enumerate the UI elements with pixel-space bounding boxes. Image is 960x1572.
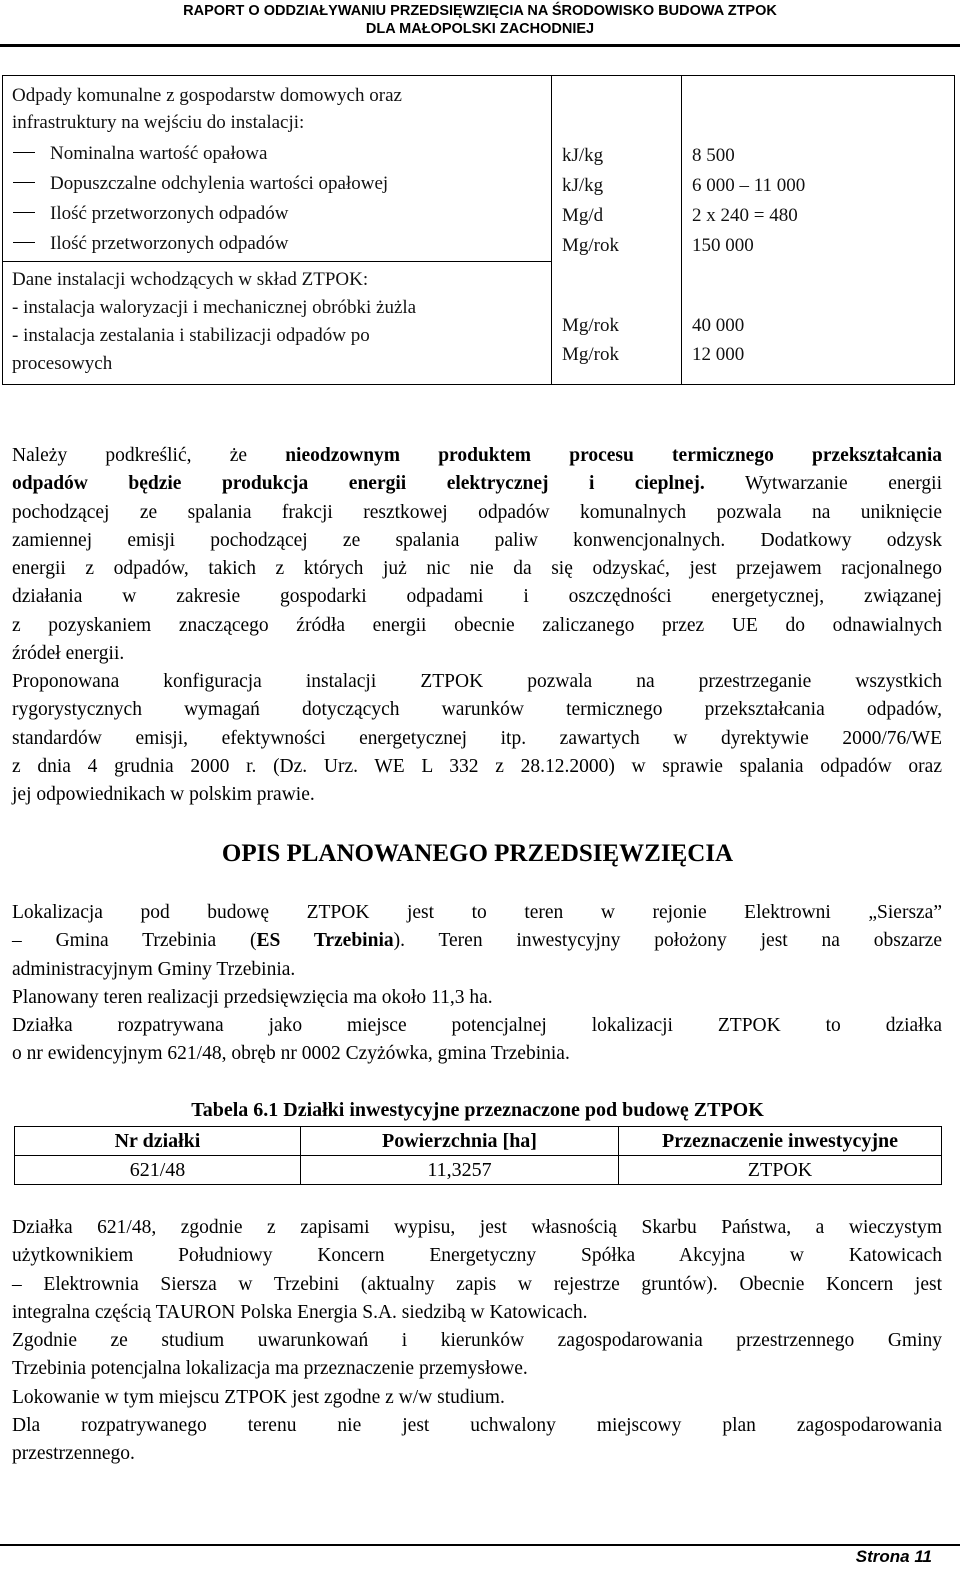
ownership-paragraph (12, 1214, 942, 1469)
header-rule (0, 44, 960, 47)
configuration-paragraph (12, 668, 942, 809)
text-line: Działka rozpatrywana jako miejsce potencjalnej lokalizacji ZTPOK to działka (12, 1015, 942, 1037)
text-span: – Gmina Trzebinia ( (12, 930, 257, 952)
text-line: Trzebinia potencjalna lokalizacja ma przeznaczenie przemysłowe. (12, 1358, 528, 1380)
installation-value: 12 000 (692, 344, 745, 365)
energy-paragraph (12, 442, 942, 668)
text-line: z pozyskaniem znaczącego źródła energii obecnie zaliczanego przez UE do odnawialnych (12, 614, 942, 636)
text-line: integralna częścią TAURON Polska Energia S.A. siedzibą w Katowicach. (12, 1301, 588, 1323)
list-dash (13, 242, 35, 243)
text-line: z dnia 4 grudnia 2000 r. (Dz. Urz. WE L 332 z 28.12.2000) w sprawie spalania odpadów oraz (12, 755, 942, 777)
text-line: źródeł energii. (12, 643, 125, 665)
column-header: Powierzchnia [ha] (301, 1127, 619, 1156)
param-unit: Mg/rok (562, 235, 619, 256)
param-unit: kJ/kg (562, 145, 604, 166)
text-line: Zgodnie ze studium uwarunkowań i kierunków zagospodarowania przestrzennego Gminy (12, 1330, 942, 1352)
table-cell: 11,3257 (301, 1156, 619, 1185)
installation-parameters-table (2, 75, 955, 385)
text-line: Lokowanie w tym miejscu ZTPOK jest zgodne z w/w studium. (12, 1386, 505, 1408)
installation-label: - instalacja waloryzacji i mechanicznej obróbki żużla (12, 297, 417, 318)
param-value: 8 500 (692, 145, 735, 166)
table-cell: ZTPOK (619, 1156, 942, 1185)
waste-section-heading-line2: infrastruktury na wejściu do instalacji: (12, 112, 305, 133)
table-column-divider (551, 76, 552, 384)
table-cell: 621/48 (15, 1156, 301, 1185)
param-unit: kJ/kg (562, 175, 604, 196)
header-title-line1: RAPORT O ODDZIAŁYWANIU PRZEDSIĘWZIĘCIA NA ŚRODOWISKO BUDOWA ZTPOK (183, 3, 777, 19)
text-line: użytkownikiem Południowy Koncern Energetyczny Spółka Akcyjna w Katowicach (12, 1245, 942, 1267)
installation-unit: Mg/rok (562, 315, 619, 336)
column-header: Nr działki (15, 1127, 301, 1156)
table-header-row (15, 1127, 942, 1156)
text-line: pochodzącej ze spalania frakcji resztkowej odpadów komunalnych pozwala na uniknięcie (12, 501, 942, 523)
text-line: działania w zakresie gospodarki odpadami i oszczędności energetycznej, związanej (12, 586, 942, 608)
text-line: o nr ewidencyjnym 621/48, obręb nr 0002 Czyżówka, gmina Trzebinia. (12, 1043, 570, 1065)
text-line: jej odpowiednikach w polskim prawie. (12, 784, 315, 806)
text-line: standardów emisji, efektywności energetycznej itp. zawartych w dyrektywie 2000/76/WE (12, 727, 942, 749)
text-span: Należy podkreślić, że (12, 445, 286, 466)
param-value: 6 000 – 11 000 (692, 175, 806, 196)
param-label: Nominalna wartość opałowa (50, 143, 268, 164)
header-title-line2: DLA MAŁOPOLSKI ZACHODNIEJ (365, 21, 595, 37)
list-dash (13, 152, 35, 153)
param-unit: Mg/d (562, 205, 604, 226)
bold-text: ES Trzebinia (256, 930, 394, 952)
param-value: 2 x 240 = 480 (692, 205, 798, 226)
param-label: Dopuszczalne odchylenia wartości opałowej (50, 173, 389, 194)
installation-label-line2: procesowych (12, 353, 113, 374)
text-line: Dla rozpatrywanego terenu nie jest uchwalony miejscowy plan zagospodarowania (12, 1415, 942, 1437)
table-column-divider (681, 76, 682, 384)
table-row-divider (3, 261, 551, 262)
bold-text: nieodzownym produktem procesu termicznego przekształcania (285, 445, 942, 466)
text-line: zamiennej emisji pochodzącej ze spalania paliw konwencjonalnych. Dodatkowy odzysk (12, 529, 942, 551)
bold-text: odpadów będzie produkcja energii elektrycznej i cieplnej. (12, 473, 705, 495)
text-span: ). Teren inwestycyjny położony jest na obszarze (393, 930, 942, 952)
section-title: OPIS PLANOWANEGO PRZEDSIĘWZIĘCIA (221, 840, 734, 867)
text-line: rygorystycznych wymagań dotyczących warunków termicznego przekształcania odpadów, (12, 699, 942, 721)
location-paragraph (12, 899, 942, 1069)
column-header: Przeznaczenie inwestycyjne (619, 1127, 942, 1156)
footer-rule (0, 1544, 960, 1546)
param-label: Ilość przetworzonych odpadów (50, 203, 289, 224)
text-line: Działka 621/48, zgodnie z zapisami wypisu, jest własnością Skarbu Państwa, a wieczystym (12, 1217, 942, 1238)
installation-label-line1: - instalacja zestalania i stabilizacji odpadów po (12, 325, 370, 346)
param-label: Ilość przetworzonych odpadów (50, 233, 289, 254)
page-number: Strona 11 (855, 1547, 932, 1566)
investment-plots-table (14, 1126, 942, 1185)
text-line: Lokalizacja pod budowę ZTPOK jest to teren w rejonie Elektrowni „Siersza” (12, 902, 942, 923)
text-line: – Elektrownia Siersza w Trzebini (aktualny zapis w rejestrze gruntów). Obecnie Koncern jest (12, 1273, 942, 1295)
installation-section-heading: Dane instalacji wchodzących w skład ZTPOK: (12, 269, 369, 290)
waste-section-heading-line1: Odpady komunalne z gospodarstw domowych oraz (12, 85, 402, 106)
list-dash (13, 212, 35, 213)
table-caption: Tabela 6.1 Działki inwestycyjne przeznaczone pod budowę ZTPOK (191, 1099, 764, 1121)
text-line: Planowany teren realizacji przedsięwzięcia ma około 11,3 ha. (12, 986, 493, 1008)
list-dash (13, 182, 35, 183)
text-line: administracyjnym Gminy Trzebinia. (12, 958, 296, 980)
table-row (15, 1156, 942, 1185)
installation-unit: Mg/rok (562, 344, 619, 365)
text-line: energii z odpadów, takich z których już nic nie da się odzyskać, jest przejawem racjonalnego (12, 558, 942, 580)
text-span: Wytwarzanie energii (704, 473, 943, 495)
param-value: 150 000 (692, 235, 754, 256)
text-line: przestrzennego. (12, 1443, 135, 1465)
installation-value: 40 000 (692, 315, 745, 336)
text-line: Proponowana konfiguracja instalacji ZTPOK pozwala na przestrzeganie wszystkich (12, 671, 942, 692)
